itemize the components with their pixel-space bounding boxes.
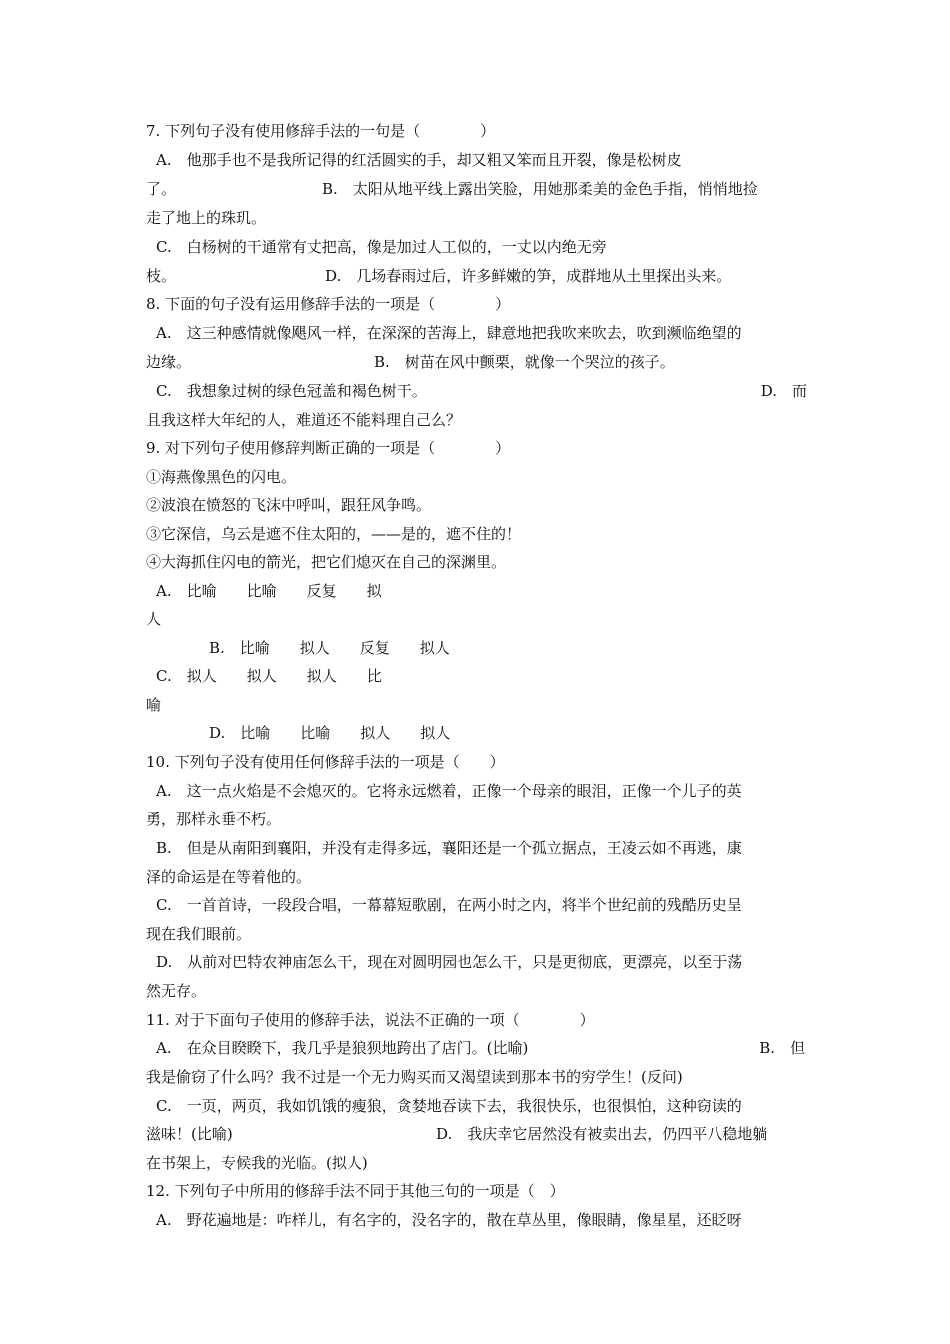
question-8-option-b: B. 树苗在风中颤栗，就像一个哭泣的孩子。 [374, 353, 675, 371]
question-8-option-c: C. 我想象过树的绿色冠盖和褐色树干。 [156, 382, 427, 400]
question-9-option-b: B. 比喻 拟人 反复 拟人 [209, 639, 450, 657]
question-12-stem: 12. 下列句子中所用的修辞手法不同于其他三句的一项是（ ） [146, 1182, 565, 1200]
question-10-option-a: A. 这一点火焰是不会熄灭的。它将永远燃着，正像一个母亲的眼泪，正像一个儿子的英 [156, 782, 742, 800]
question-10-option-d-cont: 然无存。 [146, 982, 207, 1000]
question-7-option-d: D. 几场春雨过后，许多鲜嫩的笋，成群地从土里探出头来。 [325, 267, 732, 285]
question-10-option-c-cont: 现在我们眼前。 [146, 925, 252, 943]
question-8-option-a: A. 这三种感情就像飓风一样，在深深的苦海上，肆意地把我吹来吹去，吹到濒临绝望的 [156, 324, 742, 342]
question-10-option-c: C. 一首首诗，一段段合唱，一幕幕短歌剧，在两小时之内，将半个世纪前的残酷历史呈 [156, 896, 742, 914]
question-9-option-c-cont: 喻 [146, 696, 162, 714]
question-10-option-b-cont: 泽的命运是在等着他的。 [146, 868, 312, 886]
question-9-option-a: A. 比喻 比喻 反复 拟 [156, 582, 382, 600]
question-11-option-b: B. 但 [759, 1039, 805, 1057]
question-11-option-c: C. 一页，两页，我如饥饿的瘦狼，贪婪地吞读下去，我很快乐，也很惧怕，这种窃读的 [156, 1097, 742, 1115]
question-10-option-a-cont: 勇，那样永垂不朽。 [146, 810, 282, 828]
question-8-option-d-cont: 且我这样大年纪的人，难道还不能料理自己么？ [146, 411, 462, 429]
question-10-option-d: D. 从前对巴特农神庙怎么干，现在对圆明园也怎么干，只是更彻底，更漂亮，以至于荡 [156, 953, 743, 971]
question-11-option-d: D. 我庆幸它居然没有被卖出去，仍四平八稳地躺 [436, 1125, 768, 1143]
question-9-sentence-1: ①海燕像黑色的闪电。 [146, 468, 297, 486]
question-9-stem: 9. 对下列句子使用修辞判断正确的一项是（ ） [146, 439, 511, 457]
question-7-option-c: C. 白杨树的干通常有丈把高，像是加过人工似的，一丈以内绝无旁 [156, 238, 607, 256]
question-9-option-c: C. 拟人 拟人 拟人 比 [156, 667, 382, 685]
question-7-option-a: A. 他那手也不是我所记得的红活圆实的手，却又粗又笨而且开裂，像是松树皮 [156, 151, 682, 169]
question-8-stem: 8. 下面的句子没有运用修辞手法的一项是（ ） [146, 295, 511, 313]
question-8-option-a-cont: 边缘。 [146, 353, 192, 371]
question-9-option-a-cont: 人 [146, 610, 162, 628]
question-9-sentence-2: ②波浪在愤怒的飞沫中呼叫，跟狂风争鸣。 [146, 496, 432, 514]
question-7-option-c-cont: 枝。 [146, 267, 177, 285]
question-7-option-b-cont: 走了地上的珠玑。 [146, 209, 267, 227]
question-11-option-b-cont: 我是偷窃了什么吗？我不过是一个无力购买而又渴望读到那本书的穷学生！(反问) [146, 1068, 683, 1086]
question-7-option-b: B. 太阳从地平线上露出笑脸，用她那柔美的金色手指，悄悄地捡 [322, 180, 758, 198]
question-11-option-c-cont: 滋味！(比喻) [146, 1125, 233, 1143]
question-9-sentence-4: ④大海抓住闪电的箭光，把它们熄灭在自己的深渊里。 [146, 553, 507, 571]
question-12-option-a: A. 野花遍地是：咋样儿，有名字的，没名字的，散在草丛里，像眼睛，像星星，还眨呀 [156, 1211, 742, 1229]
question-7-option-a-cont: 了。 [146, 180, 177, 198]
question-11-option-a: A. 在众目睽睽下，我几乎是狼狈地跨出了店门。(比喻) [156, 1039, 529, 1057]
question-10-option-b: B. 但是从南阳到襄阳，并没有走得多远，襄阳还是一个孤立据点，王凌云如不再逃，康 [156, 839, 742, 857]
question-10-stem: 10. 下列句子没有使用任何修辞手法的一项是（ ） [146, 753, 505, 771]
question-8-option-d: D. 而 [760, 382, 807, 400]
question-9-option-d: D. 比喻 比喻 拟人 拟人 [209, 724, 451, 742]
question-7-stem: 7. 下列句子没有使用修辞手法的一句是（ ） [146, 122, 496, 140]
question-11-stem: 11. 对于下面句子使用的修辞手法，说法不正确的一项（ ） [146, 1011, 595, 1029]
question-9-sentence-3: ③它深信，乌云是遮不住太阳的，——是的，遮不住的！ [146, 525, 522, 543]
question-11-option-d-cont: 在书架上，专候我的光临。(拟人) [146, 1154, 368, 1172]
